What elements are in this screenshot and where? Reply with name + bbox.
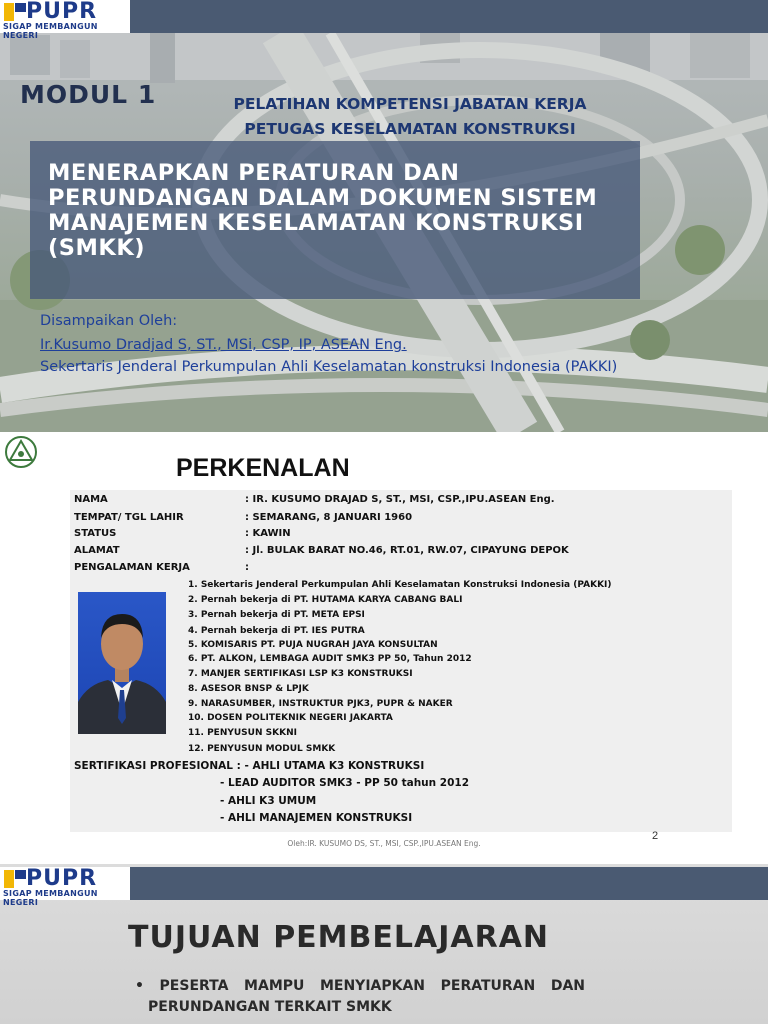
pupr-logo-icon [4,3,26,21]
pupr-logo-icon [4,870,26,888]
slide-2 [0,432,768,864]
title-box [30,141,640,299]
field-value: : Jl. BULAK BARAT NO.46, RT.01, RW.07, CIPAYUNG DEPOK [245,545,569,556]
objective-bullet [135,976,585,1018]
experience-item: 5. KOMISARIS PT. PUJA NUGRAH JAYA KONSULTAN [188,640,438,650]
logo-tagline: SIGAP MEMBANGUN NEGERI [3,22,98,40]
presenter-name: Ir.Kusumo Dradjad S, ST., MSi, CSP, IP, ASEAN Eng. [40,337,407,353]
certification-item: - AHLI MANAJEMEN KONSTRUKSI [220,812,413,824]
presenter-role: Sekertaris Jenderal Perkumpulan Ahli Keselamatan konstruksi Indonesia (PAKKI) [40,359,618,375]
experience-item: 8. ASESOR BNSP & LPJK [188,684,309,694]
slide-title: MENERAPKAN PERATURAN DAN PERUNDANGAN DALAM DOKUMEN SISTEM MANAJEMEN KESELAMATAN KONSTRUKSI (SMKK) [48,160,598,261]
page-number: 2 [652,830,659,842]
experience-item: 4. Pernah bekerja di PT. IES PUTRA [188,626,365,636]
experience-item: 10. DOSEN POLITEKNIK NEGERI JAKARTA [188,713,393,723]
organization-emblem-icon [4,434,38,470]
pupr-logo [0,0,130,40]
field-label: ALAMAT [74,545,120,556]
field-label: NAMA [74,494,108,505]
field-label: PENGALAMAN KERJA [74,562,190,573]
objective-line-1: • PESERTA MAMPU MENYIAPKAN PERATURAN DAN [135,978,585,994]
certification-item: - LEAD AUDITOR SMK3 - PP 50 tahun 2012 [220,777,470,789]
objective-line-2: PERUNDANGAN TERKAIT SMKK [148,999,392,1015]
logo-text: PUPR [26,0,98,24]
top-bar [130,867,768,900]
person-portrait-icon [78,592,166,734]
logo-text: PUPR [26,866,98,891]
experience-item: 7. MANJER SERTIFIKASI LSP K3 KONSTRUKSI [188,669,413,679]
subtitle-line-1: PELATIHAN KOMPETENSI JABATAN KERJA [233,95,587,113]
slide-1 [0,0,768,432]
presenter-photo [78,592,166,734]
pupr-logo [0,866,130,907]
experience-item: 1. Sekertaris Jenderal Perkumpulan Ahli Keselamatan Konstruksi Indonesia (PAKKI) [188,580,612,590]
field-value: : KAWIN [245,528,291,539]
field-value: : IR. KUSUMO DRAJAD S, ST., MSI, CSP.,IPU.ASEAN Eng. [245,494,555,505]
section-heading: PERKENALAN [176,454,350,482]
experience-item: 9. NARASUMBER, INSTRUKTUR PJK3, PUPR & NAKER [188,699,453,709]
field-label: TEMPAT/ TGL LAHIR [74,512,184,523]
field-label: STATUS [74,528,117,539]
subtitle-line-2: PETUGAS KESELAMATAN KONSTRUKSI [244,120,576,138]
experience-item: 2. Pernah bekerja di PT. HUTAMA KARYA CABANG BALI [188,595,463,605]
section-heading: TUJUAN PEMBELAJARAN [128,920,550,955]
modul-label: MODUL 1 [20,80,157,109]
field-value: : SEMARANG, 8 JANUARI 1960 [245,512,413,523]
experience-item: 11. PENYUSUN SKKNI [188,728,297,738]
presented-by-label: Disampaikan Oleh: [40,313,178,329]
top-bar [130,0,768,33]
certification-label: SERTIFIKASI PROFESIONAL : - AHLI UTAMA K3 KONSTRUKSI [74,760,425,772]
field-value: : [245,562,249,573]
experience-item: 6. PT. ALKON, LEMBAGA AUDIT SMK3 PP 50, Tahun 2012 [188,654,472,664]
experience-item: 12. PENYUSUN MODUL SMKK [188,744,336,754]
slide-footer: Oleh:IR. KUSUMO DS, ST., MSI, CSP.,IPU.ASEAN Eng. [287,839,481,848]
logo-tagline: SIGAP MEMBANGUN NEGERI [3,889,98,907]
experience-item: 3. Pernah bekerja di PT. META EPSI [188,610,365,620]
certification-item: - AHLI K3 UMUM [220,795,317,807]
slide-3 [0,864,768,1024]
